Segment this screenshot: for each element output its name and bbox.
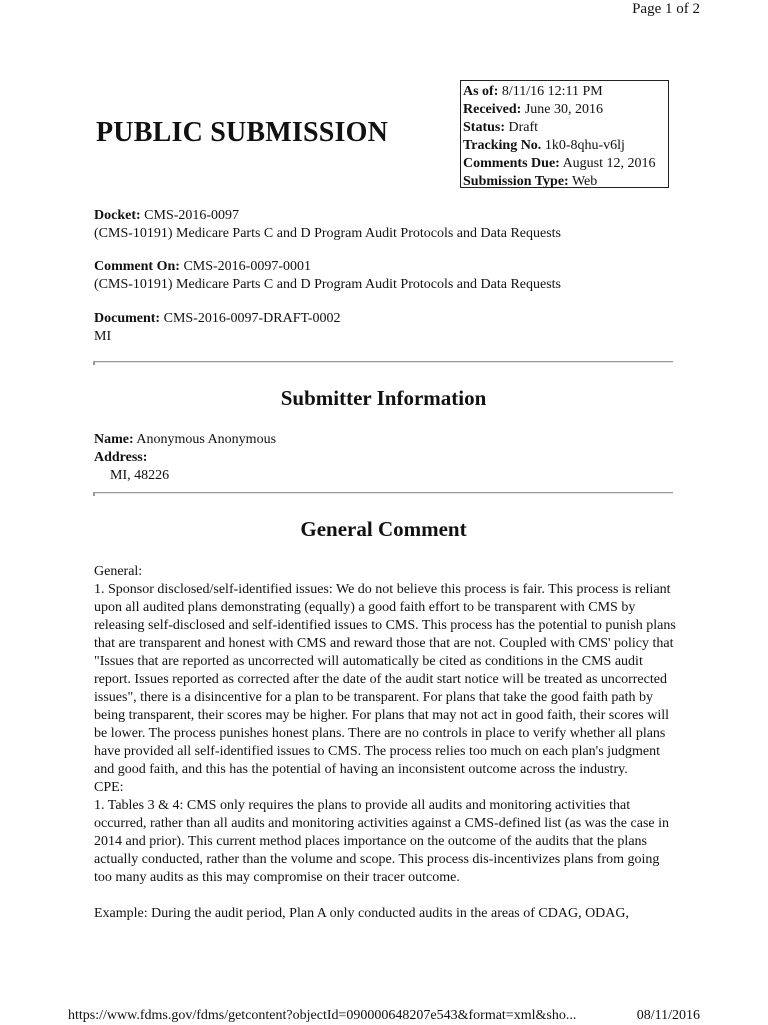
comments-due-value: August 12, 2016 (562, 156, 656, 171)
submission-type-value: Web (571, 174, 598, 189)
name-label: Name: (94, 432, 134, 447)
submission-type-row (463, 173, 668, 191)
tracking-row (463, 137, 668, 155)
page-number: Page 1 of 2 (632, 1, 700, 17)
document-id: CMS-2016-0097-DRAFT-0002 (163, 311, 341, 326)
docket-id: CMS-2016-0097 (144, 208, 240, 223)
divider-top (94, 361, 673, 363)
submitter-name: Anonymous Anonymous (136, 432, 277, 447)
address-label: Address: (94, 450, 148, 465)
tracking-label: Tracking No. (463, 138, 542, 153)
received-row (463, 101, 668, 119)
comment-on-id: CMS-2016-0097-0001 (183, 259, 311, 274)
footer-url: https://www.fdms.gov/fdms/getcontent?objectId=090000648207e543&format=xml&sho... (68, 1008, 577, 1023)
received-value: June 30, 2016 (524, 102, 603, 117)
document-label: Document: (94, 311, 161, 326)
docket-description: (CMS-10191) Medicare Parts C and D Program Audit Protocols and Data Requests (94, 226, 561, 241)
comment-item-tables: 1. Tables 3 & 4: CMS only requires the plans to provide all audits and monitoring activities that occurred, rather than all audits and monitoring activities against a CMS-defined list (as was the case in 2014 and prior). This current method places importance on the outcome of the audits that the plans actually conducted, rather than the volume and scope. This process dis-incentivizes plans from going too many audits as this may compromise on their tracer outcome. (94, 798, 669, 885)
docket-block (94, 207, 561, 243)
general-comment-heading: General Comment (300, 517, 467, 541)
status-row (463, 119, 668, 137)
submission-type-label: Submission Type: (463, 174, 569, 189)
received-label: Received: (463, 102, 522, 117)
address-line: MI, 48226 (110, 468, 170, 483)
divider-middle (94, 492, 673, 494)
comment-cpe-label: CPE: (94, 780, 124, 795)
page-title: PUBLIC SUBMISSION (96, 117, 389, 148)
as-of-row (463, 83, 668, 101)
document-state: MI (94, 329, 112, 344)
status-value: Draft (508, 120, 539, 135)
comment-on-label: Comment On: (94, 259, 180, 274)
comment-on-description: (CMS-10191) Medicare Parts C and D Program Audit Protocols and Data Requests (94, 277, 561, 292)
general-comment-body (94, 563, 679, 923)
submitter-heading: Submitter Information (280, 386, 487, 410)
comment-item-sponsor-issues: 1. Sponsor disclosed/self-identified issues: We do not believe this process is fair. This process is reliant upon all audited plans demonstrating (equally) a good faith effort to be transparent with CMS by releasing self-disclosed and self-identified issues to CMS. This process has the potential to punish plans that are transparent and honest with CMS and reward those that are not. Coupled with CMS' policy that "Issues that are reported as uncorrected will automatically be cited as conditions in the CMS audit report. Issues reported as corrected after the date of the audit start notice will be treated as uncorrected issues", there is a disincentive for a plan to be transparent. For plans that take the good faith path by being transparent, their scores may be higher. For plans that may not act in good faith, their scores will be lower. The process punishes honest plans. There are no controls in place to verify whether all plans have provided all self-identified issues to CMS. The process relies too much on each plan's judgment and good faith, and this has the potential of having an inconsistent outcome across the industry. (94, 582, 676, 777)
comment-on-block (94, 258, 561, 294)
submission-metadata-box (460, 80, 669, 188)
comment-example: Example: During the audit period, Plan A only conducted audits in the areas of CDAG, ODAG, (94, 906, 630, 921)
comments-due-label: Comments Due: (463, 156, 560, 171)
footer-date: 08/11/2016 (636, 1008, 700, 1023)
comment-intro: General: (94, 564, 143, 579)
submitter-block (94, 431, 276, 485)
status-label: Status: (463, 120, 506, 135)
tracking-value: 1k0-8qhu-v6lj (544, 138, 625, 153)
as-of-label: As of: (463, 84, 499, 99)
comments-due-row (463, 155, 668, 173)
document-block (94, 310, 340, 346)
as-of-value: 8/11/16 12:11 PM (501, 84, 603, 99)
docket-label: Docket: (94, 208, 141, 223)
